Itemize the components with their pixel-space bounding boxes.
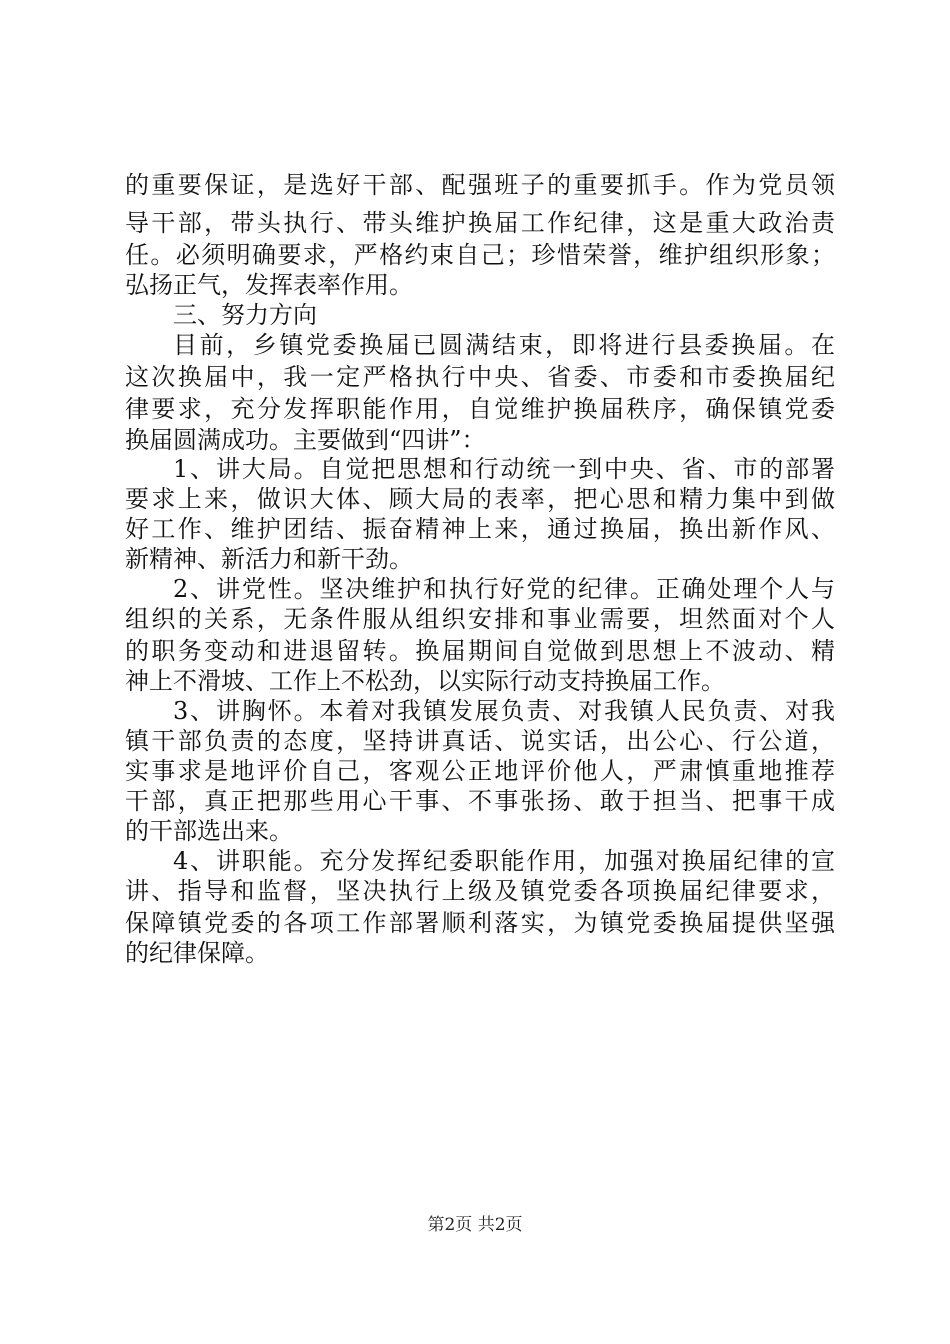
body-text-line: 讲、指导和监督，坚决执行上级及镇党委各项换届纪律要求， bbox=[125, 877, 835, 905]
body-text-line: 新精神、新活力和新干劲。 bbox=[125, 545, 413, 573]
body-text-line: 组织的关系，无条件服从组织安排和事业需要，坦然面对个人 bbox=[125, 605, 835, 633]
body-text-line: 好工作、维护团结、振奋精神上来，通过换届，换出新作风、 bbox=[125, 515, 835, 543]
section-heading: 三、努力方向 bbox=[173, 301, 317, 329]
body-text-line: 实事求是地评价自己，客观公正地评价他人，严肃慎重地推荐 bbox=[125, 757, 835, 785]
body-text-line: 1、讲大局。自觉把思想和行动统一到中央、省、市的部署 bbox=[173, 455, 835, 483]
body-text-line: 弘扬正气，发挥表率作用。 bbox=[125, 271, 413, 299]
body-text-line: 4、讲职能。充分发挥纪委职能作用，加强对换届纪律的宣 bbox=[173, 847, 835, 875]
body-text-line: 干部，真正把那些用心干事、不事张扬、敢于担当、把事干成 bbox=[125, 787, 835, 815]
body-text-line: 目前，乡镇党委换届已圆满结束，即将进行县委换届。在 bbox=[173, 331, 835, 359]
body-text-line: 神上不滑坡、工作上不松劲，以实际行动支持换届工作。 bbox=[125, 667, 725, 695]
body-text-line: 2、讲党性。坚决维护和执行好党的纪律。正确处理个人与 bbox=[173, 575, 835, 603]
body-text-line: 要求上来，做识大体、顾大局的表率，把心思和精力集中到做 bbox=[125, 485, 835, 513]
body-text-line: 的干部选出来。 bbox=[125, 817, 293, 845]
body-text-line: 导干部，带头执行、带头维护换届工作纪律，这是重大政治责 bbox=[125, 209, 835, 237]
page-number-footer: 第2页 共2页 bbox=[427, 1215, 523, 1235]
body-text-line: 3、讲胸怀。本着对我镇发展负责、对我镇人民负责、对我 bbox=[173, 697, 835, 725]
body-text-line: 换届圆满成功。主要做到“四讲”： bbox=[125, 426, 486, 454]
body-text-line: 镇干部负责的态度，坚持讲真话、说实话，出公心、行公道， bbox=[125, 727, 835, 755]
body-text-line: 这次换届中，我一定严格执行中央、省委、市委和市委换届纪 bbox=[125, 363, 835, 391]
body-text-line: 的职务变动和进退留转。换届期间自觉做到思想上不波动、精 bbox=[125, 637, 835, 665]
body-text-line: 律要求，充分发挥职能作用，自觉维护换届秩序，确保镇党委 bbox=[125, 395, 835, 423]
body-text-line: 任。必须明确要求，严格约束自己；珍惜荣誉，维护组织形象； bbox=[125, 241, 835, 269]
body-text-line: 的重要保证，是选好干部、配强班子的重要抓手。作为党员领 bbox=[125, 171, 835, 199]
body-text-line: 保障镇党委的各项工作部署顺利落实，为镇党委换届提供坚强 bbox=[125, 909, 835, 937]
body-text-line: 的纪律保障。 bbox=[125, 939, 269, 967]
